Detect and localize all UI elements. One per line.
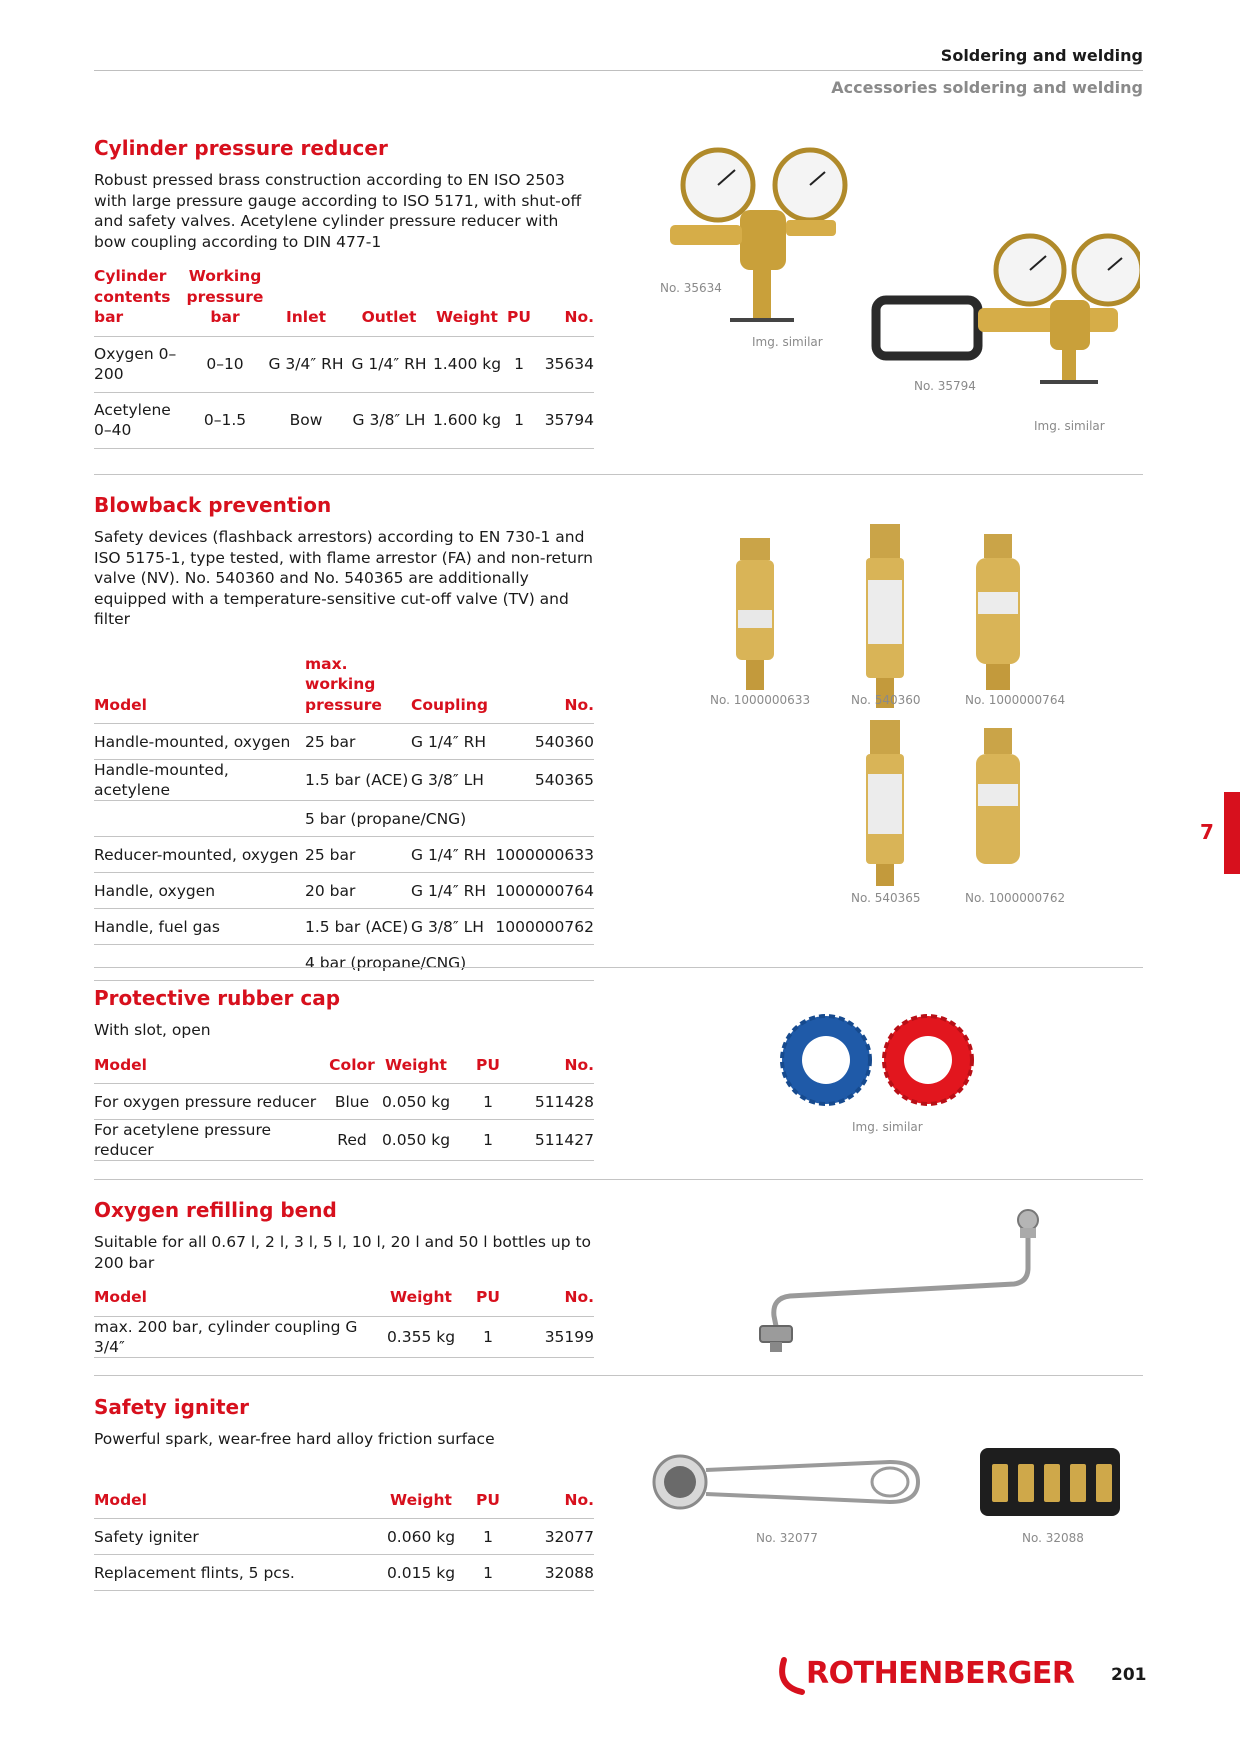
cell-coupling: G 1/4″ RH (411, 837, 491, 873)
cell-weight: 0.050 kg (376, 1084, 456, 1120)
table-row (94, 1120, 594, 1161)
section-description: Suitable for all 0.67 l, 2 l, 3 l, 5 l, 10 l, 20 l and 50 l bottles up to 200 bar (94, 1233, 592, 1272)
table-row (94, 392, 594, 448)
section-description: Robust pressed brass construction according to EN ISO 2503 with large pressure gauge according to ISO 5171, with shut-off and safety valves. Acetylene cylinder pressure reducer with bow coupling according to DIN 477-1 (94, 171, 582, 251)
cell-pu: 1 (456, 1555, 520, 1591)
arrestor-540365 (866, 720, 904, 886)
cell-outlet: G 3/8″ LH (348, 392, 430, 448)
section-safety-igniter (94, 1395, 594, 1591)
pressure-reducer-image (660, 140, 1140, 410)
cell-no: 35634 (534, 336, 594, 392)
table-row (94, 909, 594, 945)
cell-weight: 0.060 kg (386, 1519, 456, 1555)
cell-no: 32088 (520, 1555, 594, 1591)
cell-model: Handle, oxygen (94, 873, 305, 909)
section-title: Safety igniter (94, 1395, 249, 1419)
caption: No. 1000000764 (965, 693, 1066, 707)
caption: No. 1000000633 (710, 693, 811, 707)
igniter-table (94, 1490, 594, 1592)
cell-coupling: G 3/8″ LH (411, 909, 491, 945)
cell-no: 1000000762 (491, 909, 594, 945)
cell-no: 35199 (520, 1316, 594, 1357)
section-cylinder-pressure-reducer (94, 136, 594, 449)
cell-pressure: 4 bar (propane/CNG) (305, 945, 594, 981)
table-row (94, 760, 594, 801)
col-pu: PU (456, 1490, 520, 1519)
caption: Img. similar (852, 1120, 923, 1134)
cell-no: 32077 (520, 1519, 594, 1555)
table-row (94, 724, 594, 760)
col-no: No. (534, 266, 594, 336)
table-row (94, 1555, 594, 1591)
caption: No. 32088 (1022, 1531, 1084, 1545)
cell-no: 1000000633 (491, 837, 594, 873)
cell-model (94, 945, 305, 981)
caption: No. 540365 (851, 891, 921, 905)
table-row (94, 873, 594, 909)
chapter-tab-marker (1224, 792, 1240, 874)
cell-no: 511428 (520, 1084, 594, 1120)
rubber-cap-image (776, 1010, 996, 1120)
cell-no: 1000000764 (491, 873, 594, 909)
cell-model: max. 200 bar, cylinder coupling G 3/4″ (94, 1316, 386, 1357)
cell-pu: 1 (456, 1084, 520, 1120)
section-blowback-prevention (94, 493, 594, 981)
header-divider (94, 70, 1143, 71)
arrestor-1000000762 (976, 728, 1020, 864)
arrestor-1000000764 (976, 534, 1020, 690)
cell-inlet: G 3/4″ RH (264, 336, 348, 392)
cylinder-table (94, 266, 594, 449)
brand-logo: ROTHENBERGER (806, 1656, 1075, 1691)
cell-model: For oxygen pressure reducer (94, 1084, 328, 1120)
cell-weight: 0.015 kg (386, 1555, 456, 1591)
cell-pressure: 25 bar (305, 837, 411, 873)
arrestor-540360 (866, 524, 904, 708)
table-row (94, 336, 594, 392)
subchapter-title: Accessories soldering and welding (831, 78, 1143, 97)
cell-no: 540365 (491, 760, 594, 801)
cell-no: 540360 (491, 724, 594, 760)
cell-model: Safety igniter (94, 1519, 386, 1555)
section-divider (94, 1375, 1143, 1376)
cell-weight: 1.400 kg (430, 336, 504, 392)
caption: No. 540360 (851, 693, 921, 707)
table-row (94, 1519, 594, 1555)
igniter-image (650, 1440, 1130, 1530)
cell-model: Handle-mounted, acetylene (94, 760, 305, 801)
cell-weight: 1.600 kg (430, 392, 504, 448)
cell-pu: 1 (456, 1316, 520, 1357)
col-outlet: Outlet (348, 266, 430, 336)
cell-model: Reducer-mounted, oxygen (94, 837, 305, 873)
table-row (94, 945, 594, 981)
section-oxygen-refilling-bend (94, 1198, 594, 1358)
col-no: No. (520, 1490, 594, 1519)
col-model: Model (94, 1287, 386, 1316)
section-title: Blowback prevention (94, 493, 332, 517)
cell-pressure: 25 bar (305, 724, 411, 760)
col-inlet: Inlet (264, 266, 348, 336)
section-title: Protective rubber cap (94, 986, 341, 1010)
col-coupling: Coupling (411, 654, 491, 724)
table-row (94, 1084, 594, 1120)
cell-model: Handle-mounted, oxygen (94, 724, 305, 760)
caption: Img. similar (752, 335, 823, 349)
col-working: Working pressure bar (186, 266, 264, 336)
cell-coupling: G 3/8″ LH (411, 760, 491, 801)
cell-pu: 1 (504, 392, 534, 448)
cell-weight: 0.050 kg (376, 1120, 456, 1161)
cell-working: 0–1.5 (186, 392, 264, 448)
blowback-table (94, 654, 594, 982)
cell-contents: Acetylene 0–40 (94, 392, 186, 448)
cell-weight: 0.355 kg (386, 1316, 456, 1357)
page-number: 201 (1111, 1665, 1147, 1685)
table-row (94, 801, 594, 837)
col-pressure: max. working pressure (305, 654, 411, 724)
col-weight: Weight (376, 1055, 456, 1084)
cell-pu: 1 (456, 1120, 520, 1161)
cell-inlet: Bow (264, 392, 348, 448)
cell-color: Blue (328, 1084, 376, 1120)
col-model: Model (94, 654, 305, 724)
col-weight: Weight (386, 1490, 456, 1519)
section-description: With slot, open (94, 1021, 211, 1039)
col-pu: PU (456, 1055, 520, 1084)
section-description: Powerful spark, wear-free hard alloy friction surface (94, 1430, 495, 1448)
caption: No. 35634 (660, 281, 722, 295)
section-title: Oxygen refilling bend (94, 1198, 337, 1222)
section-title: Cylinder pressure reducer (94, 136, 388, 160)
cell-no: 35794 (534, 392, 594, 448)
cell-color: Red (328, 1120, 376, 1161)
cell-pu: 1 (504, 336, 534, 392)
section-divider (94, 474, 1143, 475)
cell-pressure: 5 bar (propane/CNG) (305, 801, 594, 837)
cell-pressure: 1.5 bar (ACE) (305, 760, 411, 801)
cell-coupling: G 1/4″ RH (411, 873, 491, 909)
section-protective-rubber-cap (94, 986, 594, 1161)
section-divider (94, 1179, 1143, 1180)
cell-model: Replacement flints, 5 pcs. (94, 1555, 386, 1591)
col-color: Color (328, 1055, 376, 1084)
col-weight: Weight (386, 1287, 456, 1316)
cell-pu: 1 (456, 1519, 520, 1555)
col-pu: PU (456, 1287, 520, 1316)
section-description: Safety devices (flashback arrestors) according to EN 730-1 and ISO 5175-1, type tested, with flame arrestor (FA) and non-return valve (NV). No. 540360 and No. 540365 are additionally equipped with a temperature-sensitive cut-off valve (TV) and filter (94, 528, 593, 628)
cell-pressure: 20 bar (305, 873, 411, 909)
cap-table (94, 1055, 594, 1162)
table-row (94, 837, 594, 873)
col-no: No. (520, 1287, 594, 1316)
caption: No. 35794 (914, 379, 976, 393)
col-model: Model (94, 1055, 328, 1084)
cell-model: For acetylene pressure reducer (94, 1120, 328, 1161)
arrestor-1000000633 (736, 538, 774, 690)
bend-table (94, 1287, 594, 1358)
caption: No. 32077 (756, 1531, 818, 1545)
col-weight: Weight (430, 266, 504, 336)
cell-working: 0–10 (186, 336, 264, 392)
cell-coupling: G 1/4″ RH (411, 724, 491, 760)
col-no: No. (491, 654, 594, 724)
cell-model: Handle, fuel gas (94, 909, 305, 945)
caption: Img. similar (1034, 419, 1105, 433)
cell-model (94, 801, 305, 837)
caption: No. 1000000762 (965, 891, 1066, 905)
refilling-bend-image (730, 1198, 1060, 1358)
chapter-title: Soldering and welding (940, 46, 1143, 65)
section-divider (94, 967, 1143, 968)
cell-pressure: 1.5 bar (ACE) (305, 909, 411, 945)
cell-no: 511427 (520, 1120, 594, 1161)
table-row (94, 1316, 594, 1357)
col-model: Model (94, 1490, 386, 1519)
cell-outlet: G 1/4″ RH (348, 336, 430, 392)
col-pu: PU (504, 266, 534, 336)
col-no: No. (520, 1055, 594, 1084)
chapter-tab-number: 7 (1200, 820, 1214, 844)
col-contents: Cylinder contents bar (94, 266, 186, 336)
cell-contents: Oxygen 0–200 (94, 336, 186, 392)
